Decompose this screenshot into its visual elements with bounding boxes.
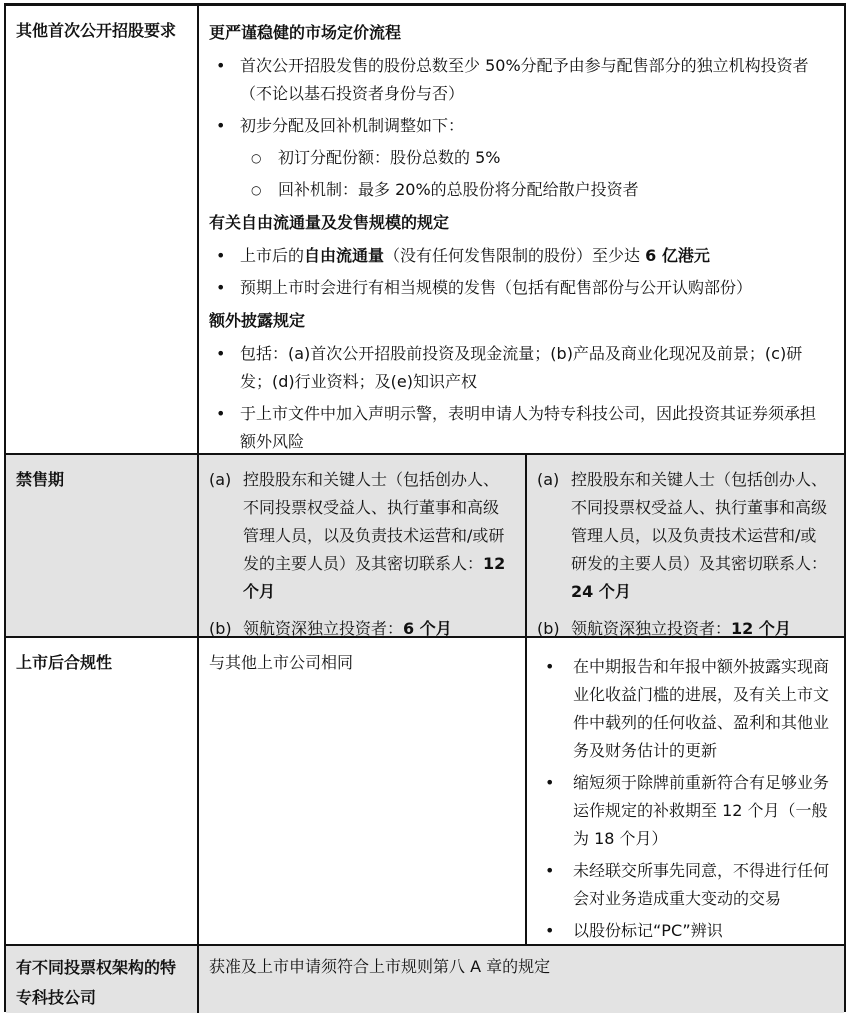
cell-other-ipo-content bbox=[197, 6, 844, 453]
lettered-item-b bbox=[207, 615, 513, 636]
lettered-item-text bbox=[243, 615, 513, 636]
row-header-other-ipo-requirements: 其他首次公开招股要求 bbox=[16, 21, 177, 40]
bold-duration: 12 个月 bbox=[731, 619, 791, 636]
section-heading-disclosure: 额外披露规定 bbox=[209, 311, 306, 330]
list-item-text: 于上市文件中加入声明示警，表明申请人为特专科技公司，因此投资其证券须承担额外风险 bbox=[240, 404, 817, 451]
sub-list-item-text: 初订分配份额：股份总数的 5% bbox=[278, 148, 501, 167]
cell-lockup-pre-commercial bbox=[525, 455, 844, 636]
list-item bbox=[535, 917, 832, 944]
lettered-item-a bbox=[535, 466, 832, 606]
bullet-icon: • bbox=[216, 56, 226, 75]
list-item bbox=[207, 400, 822, 453]
cell-wvr-requirement bbox=[197, 946, 844, 1013]
list-item-text: 在中期报告和年报中额外披露实现商业化收益门槛的进展，及有关上市文件中载列的任何收益、盈利和其他业务及财务估计的更新 bbox=[573, 657, 830, 760]
list-item-text bbox=[240, 242, 822, 270]
list-item-text: 首次公开招股发售的股份总数至少 50%分配予由参与配售部分的独立机构投资者（不论以基石投资者身份与否） bbox=[240, 56, 809, 103]
text-run: 上市后的 bbox=[240, 246, 305, 265]
lettered-item-a bbox=[207, 466, 513, 606]
text-run: 控股股东和关键人士（包括创办人、不同投票权受益人、执行董事和高级管理人员，以及负责技术运营和/或研发的主要人员）及其密切联系人： bbox=[243, 470, 505, 573]
lettered-item-b bbox=[535, 615, 832, 636]
list-item bbox=[207, 52, 822, 108]
sub-list-item-text: 回补机制：最多 20%的总股份将分配给散户投资者 bbox=[278, 180, 639, 199]
bullet-icon: • bbox=[216, 344, 226, 363]
list-item-text: 缩短须于除牌前重新符合有足够业务运作规定的补救期至 12 个月（一般为 18 个月） bbox=[573, 773, 830, 848]
cell-lockup-commercialised bbox=[197, 455, 525, 636]
list-item-text: 以股份标记“PC”辨识 bbox=[573, 921, 723, 940]
sub-list-item bbox=[243, 176, 822, 204]
list-item-text: 包括：(a)首次公开招股前投资及现金流量；(b)产品及商业化现况及前景；(c)研发；(d)行业资料；及(e)知识产权 bbox=[240, 344, 803, 391]
list-item bbox=[535, 769, 832, 853]
bold-duration: 24 个月 bbox=[571, 582, 631, 601]
cell-text: 获准及上市申请须符合上市规则第八 A 章的规定 bbox=[209, 957, 551, 976]
list-item bbox=[207, 274, 822, 302]
circle-bullet-icon: ○ bbox=[251, 183, 262, 197]
lettered-item-text bbox=[571, 615, 832, 636]
sub-list-item bbox=[243, 144, 822, 172]
bullet-icon: • bbox=[545, 921, 555, 940]
bold-duration: 6 个月 bbox=[403, 619, 452, 636]
item-marker: (b) bbox=[209, 619, 232, 636]
table-row-other-ipo-requirements bbox=[6, 6, 844, 455]
bullet-icon: • bbox=[545, 773, 555, 792]
bullet-icon: • bbox=[216, 246, 226, 265]
list-item bbox=[207, 112, 822, 140]
list-item bbox=[207, 340, 822, 396]
item-marker: (b) bbox=[537, 619, 560, 636]
cell-compliance-pre-commercial bbox=[525, 638, 844, 944]
list-item-text: 预期上市时会进行有相当规模的发售（包括有配售部份与公开认购部份） bbox=[240, 278, 753, 297]
row-header-lockup: 禁售期 bbox=[16, 470, 65, 489]
section-heading-pricing: 更严谨稳健的市场定价流程 bbox=[209, 23, 402, 42]
bullet-icon: • bbox=[216, 278, 226, 297]
cell-text: 与其他上市公司相同 bbox=[209, 653, 354, 672]
section-heading-freefloat: 有关自由流通量及发售规模的规定 bbox=[209, 213, 450, 232]
list-item-text: 未经联交所事先同意，不得进行任何会对业务造成重大变动的交易 bbox=[573, 861, 830, 908]
bullet-icon: • bbox=[216, 116, 226, 135]
bold-duration: 12 个月 bbox=[243, 554, 506, 601]
text-run: 控股股东和关键人士（包括创办人、不同投票权受益人、执行董事和高级管理人员，以及负责技术运营和/或研发的主要人员）及其密切联系人： bbox=[571, 470, 828, 573]
bold-text-run-amount: 6 亿港元 bbox=[645, 246, 710, 265]
table-row-lockup bbox=[6, 455, 844, 638]
bullet-icon: • bbox=[545, 657, 555, 676]
bullet-icon: • bbox=[545, 861, 555, 880]
cell-compliance-commercialised bbox=[197, 638, 525, 944]
table-row-post-listing-compliance bbox=[6, 638, 844, 946]
text-run: （没有任何发售限制的股份）至少达 bbox=[384, 246, 646, 265]
circle-bullet-icon: ○ bbox=[251, 151, 262, 165]
list-item bbox=[207, 242, 822, 270]
lettered-item-text bbox=[243, 466, 513, 606]
row-header-wvr-specialist-tech: 有不同投票权架构的特专科技公司 bbox=[16, 958, 177, 1007]
item-marker: (a) bbox=[209, 470, 232, 489]
bullet-icon: • bbox=[216, 404, 226, 423]
text-run: 领航资深独立投资者： bbox=[243, 619, 404, 636]
bold-text-run-freefloat: 自由流通量 bbox=[304, 246, 385, 265]
item-marker: (a) bbox=[537, 470, 560, 489]
list-item-text: 初步分配及回补机制调整如下： bbox=[240, 116, 465, 135]
table-row-wvr-specialist-tech bbox=[6, 946, 844, 1013]
list-item bbox=[535, 653, 832, 765]
listing-requirements-table bbox=[4, 3, 846, 1012]
text-run: 领航资深独立投资者： bbox=[571, 619, 732, 636]
row-header-post-listing-compliance: 上市后合规性 bbox=[16, 653, 113, 672]
lettered-item-text bbox=[571, 466, 832, 606]
list-item bbox=[535, 857, 832, 913]
